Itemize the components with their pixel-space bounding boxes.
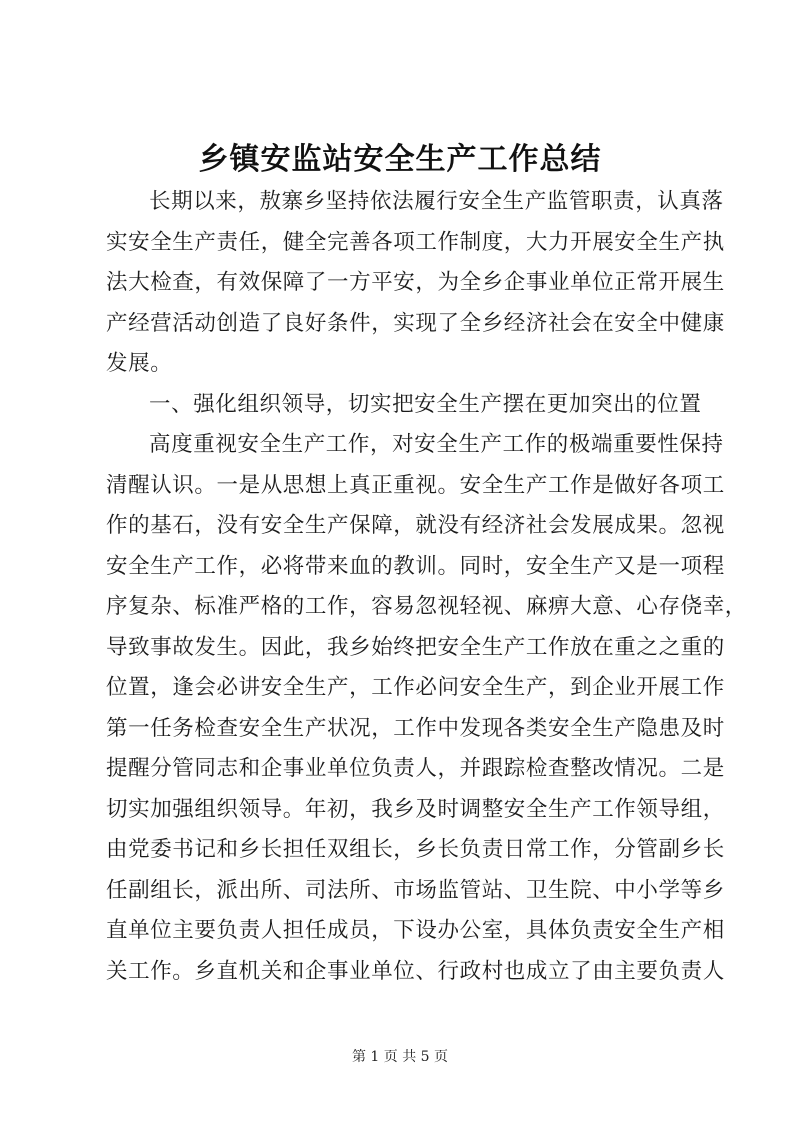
paragraph-line: 导致事故发生。因此，我乡始终把安全生产工作放在重之之重的 xyxy=(106,634,725,660)
paragraph-line: 提醒分管同志和企事业单位负责人，并跟踪检查整改情况。二是 xyxy=(106,756,725,781)
page-footer: 第 1 页 共 5 页 xyxy=(351,1049,449,1065)
paragraph-line: 任副组长，派出所、司法所、市场监管站、卫生院、中小学等乡 xyxy=(106,877,725,903)
paragraph-line: 作的基石，没有安全生产保障，就没有经济社会发展成果。忽视 xyxy=(106,513,725,538)
paragraph-line: 实安全生产责任，健全完善各项工作制度，大力开展安全生产执 xyxy=(106,229,725,255)
paragraph-line: 发展。 xyxy=(106,351,173,376)
document-body xyxy=(106,182,747,992)
paragraph-line: 长期以来，敖寨乡坚持依法履行安全生产监管职责，认真落 xyxy=(149,189,724,214)
paragraph-line: 第一任务检查安全生产状况，工作中发现各类安全生产隐患及时 xyxy=(106,715,725,741)
paragraph-line: 直单位主要负责人担任成员，下设办公室，具体负责安全生产相 xyxy=(106,918,725,943)
paragraph-line: 产经营活动创造了良好条件，实现了全乡经济社会在安全中健康 xyxy=(106,310,725,336)
paragraph-line: 切实加强组织领导。年初，我乡及时调整安全生产工作领导组， xyxy=(106,796,725,822)
paragraph-line: 安全生产工作，必将带来血的教训。同时，安全生产又是一项程 xyxy=(106,553,725,579)
paragraph-line: 位置，逢会必讲安全生产，工作必问安全生产，到企业开展工作 xyxy=(106,675,725,700)
paragraph-line: 关工作。乡直机关和企事业单位、行政村也成立了由主要负责人 xyxy=(106,958,725,984)
section-heading: 一、强化组织领导，切实把安全生产摆在更加突出的位置 xyxy=(149,391,702,417)
paragraph-line: 由党委书记和乡长担任双组长，乡长负责日常工作，分管副乡长 xyxy=(106,837,725,862)
paragraph-line: 法大检查，有效保障了一方平安，为全乡企事业单位正常开展生 xyxy=(106,270,725,295)
paragraph-line: 序复杂、标准严格的工作，容易忽视轻视、麻痹大意、心存侥幸， xyxy=(106,594,747,619)
paragraph-line: 高度重视安全生产工作，对安全生产工作的极端重要性保持 xyxy=(149,432,724,457)
paragraph-line: 清醒认识。一是从思想上真正重视。安全生产工作是做好各项工 xyxy=(106,472,725,498)
document-title: 乡镇安监站安全生产工作总结 xyxy=(198,142,602,177)
